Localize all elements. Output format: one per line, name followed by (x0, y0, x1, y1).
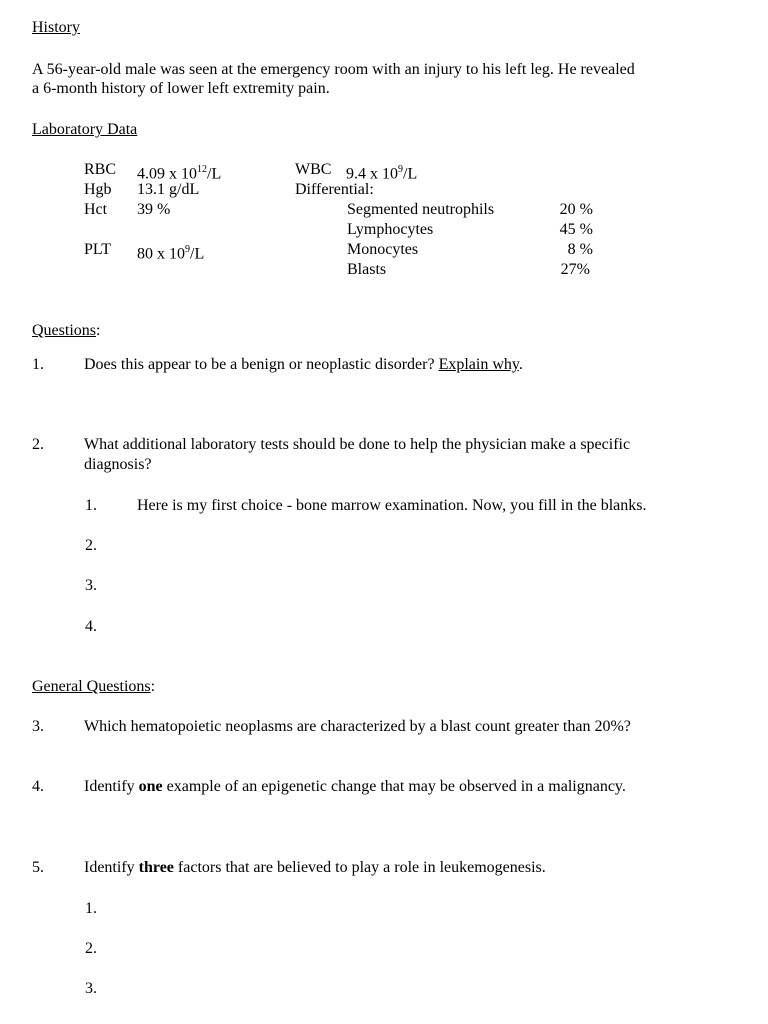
history-line-2: a 6-month history of lower left extremity pain. (32, 80, 330, 97)
diff-name: Segmented neutrophils (347, 201, 495, 218)
q2-sub-number: 2. (85, 537, 97, 554)
diff-name: Monocytes (347, 241, 419, 258)
q4-text: Identify one example of an epigenetic change that may be observed in a malignancy. (84, 778, 626, 795)
history-heading: History (32, 19, 80, 36)
rbc-label: RBC (84, 161, 117, 178)
q2-sub-number: 1. (85, 497, 97, 514)
diff-value: 8 % (567, 241, 593, 258)
q2-sub-text: Here is my first choice - bone marrow examination. Now, you fill in the blanks. (137, 497, 647, 514)
q2-number: 2. (32, 436, 44, 453)
q2-sub-number: 4. (85, 618, 97, 635)
hct-value: 39 % (137, 201, 171, 218)
q1-number: 1. (32, 356, 44, 373)
hct-label: Hct (84, 201, 108, 218)
hgb-value: 13.1 g/dL (137, 181, 200, 198)
diff-value: 27% (560, 261, 590, 278)
diff-name: Lymphocytes (347, 221, 434, 238)
questions-heading: Questions: (32, 322, 101, 339)
q1-text: Does this appear to be a benign or neoplastic disorder? Explain why. (84, 356, 523, 373)
differential-label: Differential: (295, 181, 374, 198)
wbc-label: WBC (295, 161, 332, 178)
wbc-value: 9.4 x $10^9/L$ (346, 164, 418, 183)
history-line-1: A 56-year-old male was seen at the emergency room with an injury to his left leg. He revealed (32, 61, 635, 78)
general-heading: General Questions: (32, 678, 156, 695)
q3-number: 3. (32, 718, 44, 735)
rbc-value: 4.09 x $10^{12}/L$ (137, 164, 222, 183)
diff-value: 20 % (559, 201, 593, 218)
q5-sub-number: 2. (85, 940, 97, 957)
q5-sub-number: 3. (85, 980, 97, 997)
diff-value: 45 % (559, 221, 593, 238)
q4-number: 4. (32, 778, 44, 795)
diff-name: Blasts (347, 261, 387, 278)
plt-label: PLT (84, 241, 111, 258)
lab-heading: Laboratory Data (32, 121, 138, 138)
q5-number: 5. (32, 859, 44, 876)
q2-line-1: What additional laboratory tests should be done to help the physician make a specific (84, 436, 631, 453)
q5-sub-number: 1. (85, 900, 97, 917)
q2-line-2: diagnosis? (84, 456, 152, 473)
q5-text: Identify three factors that are believed to play a role in leukemogenesis. (84, 859, 546, 876)
plt-value: 80 x $10^9/L$ (137, 244, 205, 263)
q2-sub-number: 3. (85, 577, 97, 594)
hgb-label: Hgb (84, 181, 112, 198)
q3-text: Which hematopoietic neoplasms are characterized by a blast count greater than 20%? (84, 718, 631, 735)
